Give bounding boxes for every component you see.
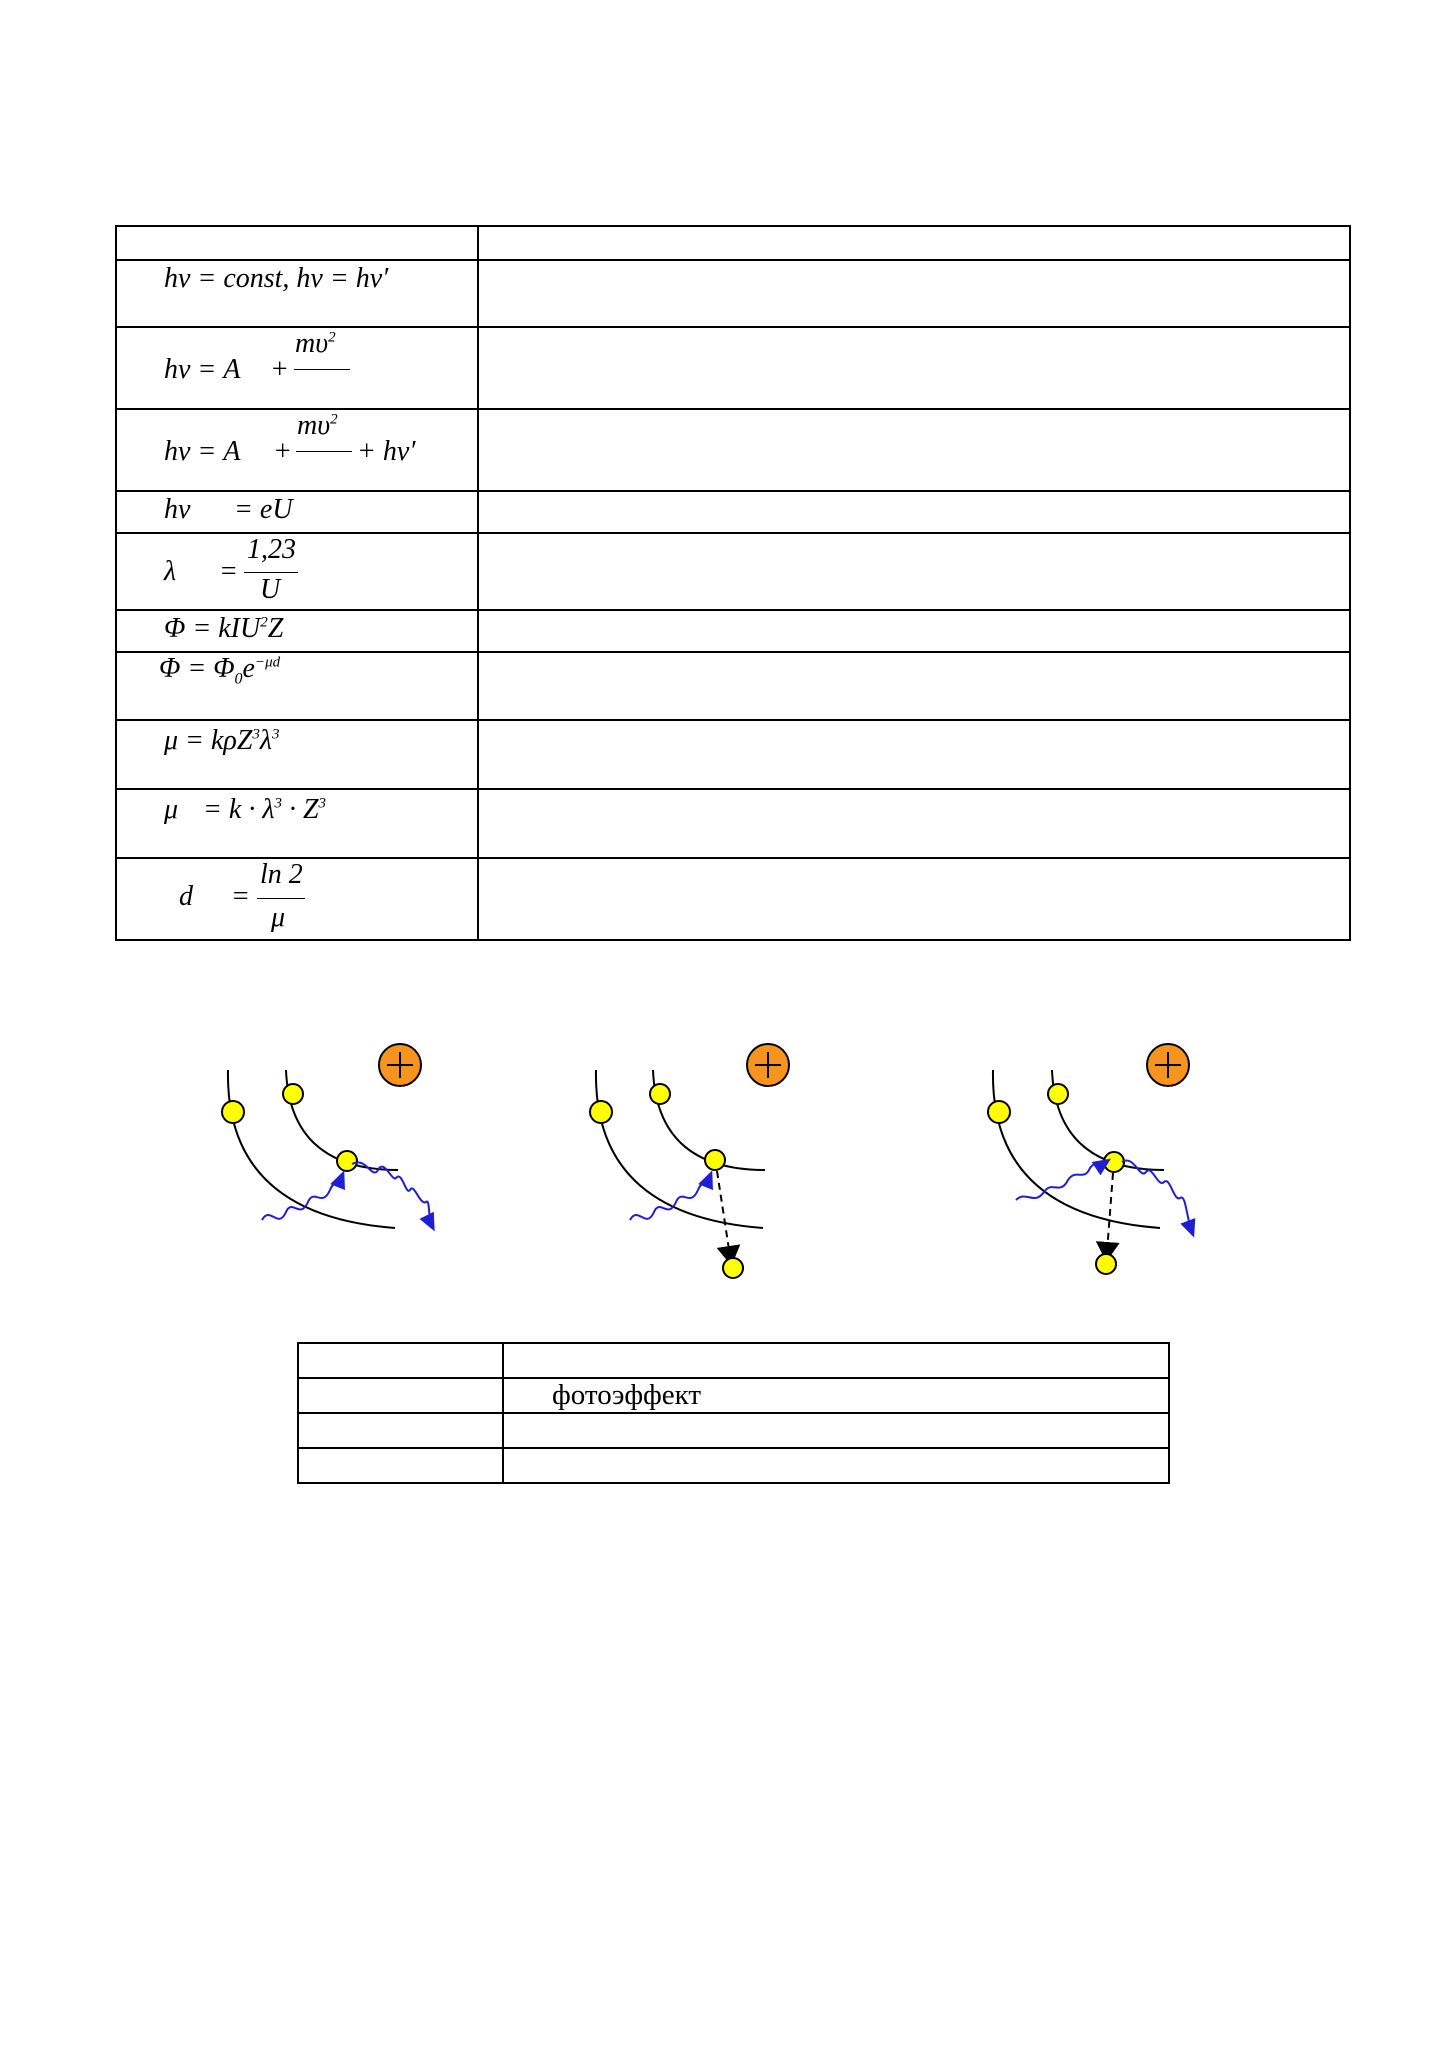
table-cell: [478, 858, 1350, 940]
formula-text: +: [270, 354, 289, 385]
formula-text: λ: [259, 725, 273, 756]
formula-text: +: [273, 436, 292, 467]
formula-text: 3: [272, 726, 280, 743]
incident-photon: [262, 1176, 342, 1220]
electron-shell-outer: [596, 1070, 763, 1228]
formula-text: 0: [234, 670, 243, 688]
table-cell: [298, 1378, 503, 1413]
formula-cell: [116, 327, 478, 409]
formula-text: μ: [164, 794, 179, 825]
table-cell: [478, 789, 1350, 858]
formula-text: 1,23: [247, 534, 296, 565]
process-table: [297, 1342, 1170, 1484]
incident-photon: [1016, 1162, 1106, 1200]
table-cell: [503, 1378, 1169, 1413]
electron: [1104, 1152, 1124, 1172]
formula-text: = eU: [234, 494, 293, 525]
formula-cell: [116, 610, 478, 652]
formula-text: μ: [271, 902, 286, 933]
formula-text: mυ: [295, 328, 329, 359]
table-cell: [298, 1448, 503, 1483]
formula-text: −μd: [254, 654, 281, 671]
electron: [283, 1084, 303, 1104]
formula-text: mυ: [297, 410, 331, 441]
table-row: [116, 858, 1350, 940]
table-row: [116, 327, 1350, 409]
formula-text: =: [219, 556, 238, 587]
coherent-scattering-diagram: [222, 1044, 432, 1228]
formula-text: U: [260, 574, 281, 605]
formula-cell: [116, 533, 478, 610]
formula-text: μ = kρZ: [164, 725, 253, 756]
table-cell: [478, 409, 1350, 491]
photoelectron: [723, 1258, 743, 1278]
formula-cell: [116, 491, 478, 533]
table-row: [298, 1343, 1169, 1378]
table-cell: [478, 491, 1350, 533]
electron: [650, 1084, 670, 1104]
electron: [222, 1101, 244, 1123]
formula-text: λ: [164, 556, 177, 587]
table-row: [116, 789, 1350, 858]
electron: [988, 1101, 1010, 1123]
incident-photon: [630, 1176, 710, 1220]
table-row: [116, 652, 1350, 720]
formula-text: 2: [328, 329, 336, 346]
table-cell: [478, 327, 1350, 409]
formula-text: d: [179, 881, 193, 912]
formula-table: [115, 225, 1351, 941]
formula-text: hν: [164, 494, 191, 525]
scattered-photon: [352, 1162, 432, 1226]
table-row: [116, 533, 1350, 610]
table-cell: [478, 533, 1350, 610]
table-cell: [478, 720, 1350, 789]
table-cell: [298, 1413, 503, 1448]
formula-cell: [116, 652, 478, 720]
table-cell: [478, 260, 1350, 327]
electron: [590, 1101, 612, 1123]
formula-cell: [116, 720, 478, 789]
table-header-row: [116, 226, 1350, 260]
table-row: [116, 610, 1350, 652]
table-row: [116, 260, 1350, 327]
formula-text: hν = A: [164, 436, 241, 467]
process-description: фотоэффект: [552, 1379, 701, 1411]
fraction-bar: [296, 451, 352, 452]
formula-text: hν = A: [164, 354, 241, 385]
fraction-bar: [294, 369, 350, 370]
photoelectron-path: [717, 1171, 730, 1256]
table-cell: [503, 1413, 1169, 1448]
fraction-bar: [244, 572, 298, 573]
formula-text: 3: [252, 726, 260, 743]
formula-text: 3: [318, 795, 327, 812]
formula-cell: [116, 260, 478, 327]
formula-text: e: [242, 653, 255, 684]
table-cell: [298, 1343, 503, 1378]
formula-text: Φ = Φ: [159, 653, 235, 684]
formula-text: ln 2: [260, 859, 303, 890]
formula-text: 2: [260, 614, 268, 631]
table-row: [298, 1378, 1169, 1413]
formula-text: =: [231, 881, 250, 912]
formula-text: + hν′: [357, 436, 416, 467]
electron-shell-outer: [228, 1070, 395, 1228]
formula-text: = k · λ: [203, 794, 275, 825]
formula-text: 2: [330, 411, 338, 428]
formula-cell: [116, 789, 478, 858]
table-cell: [503, 1448, 1169, 1483]
table-cell: [478, 652, 1350, 720]
electron: [705, 1150, 725, 1170]
table-cell: [503, 1343, 1169, 1378]
table-row: [116, 720, 1350, 789]
formula-text: Z: [267, 613, 284, 644]
table-cell: [116, 226, 478, 260]
formula-text: hν = const, hν = hν′: [164, 263, 389, 294]
table-cell: [478, 226, 1350, 260]
fraction-bar: [257, 898, 305, 899]
electron: [337, 1151, 357, 1171]
table-cell: [478, 610, 1350, 652]
formula-text: 3: [274, 795, 282, 812]
formula-text: Φ = kIU: [164, 613, 261, 644]
formula-cell: [116, 858, 478, 940]
table-row: [116, 491, 1350, 533]
electron-shell-outer: [993, 1070, 1160, 1228]
table-row: [116, 409, 1350, 491]
recoil-electron: [1096, 1254, 1116, 1274]
photoeffect-diagram: [590, 1044, 789, 1278]
interaction-diagrams: [0, 1030, 1449, 1300]
table-row: [298, 1448, 1169, 1483]
formula-text: · Z: [281, 794, 319, 825]
scattered-photon: [1122, 1160, 1192, 1232]
compton-effect-diagram: [988, 1044, 1192, 1274]
table-row: [298, 1413, 1169, 1448]
recoil-electron-path: [1107, 1173, 1113, 1252]
formula-cell: [116, 409, 478, 491]
electron: [1048, 1084, 1068, 1104]
